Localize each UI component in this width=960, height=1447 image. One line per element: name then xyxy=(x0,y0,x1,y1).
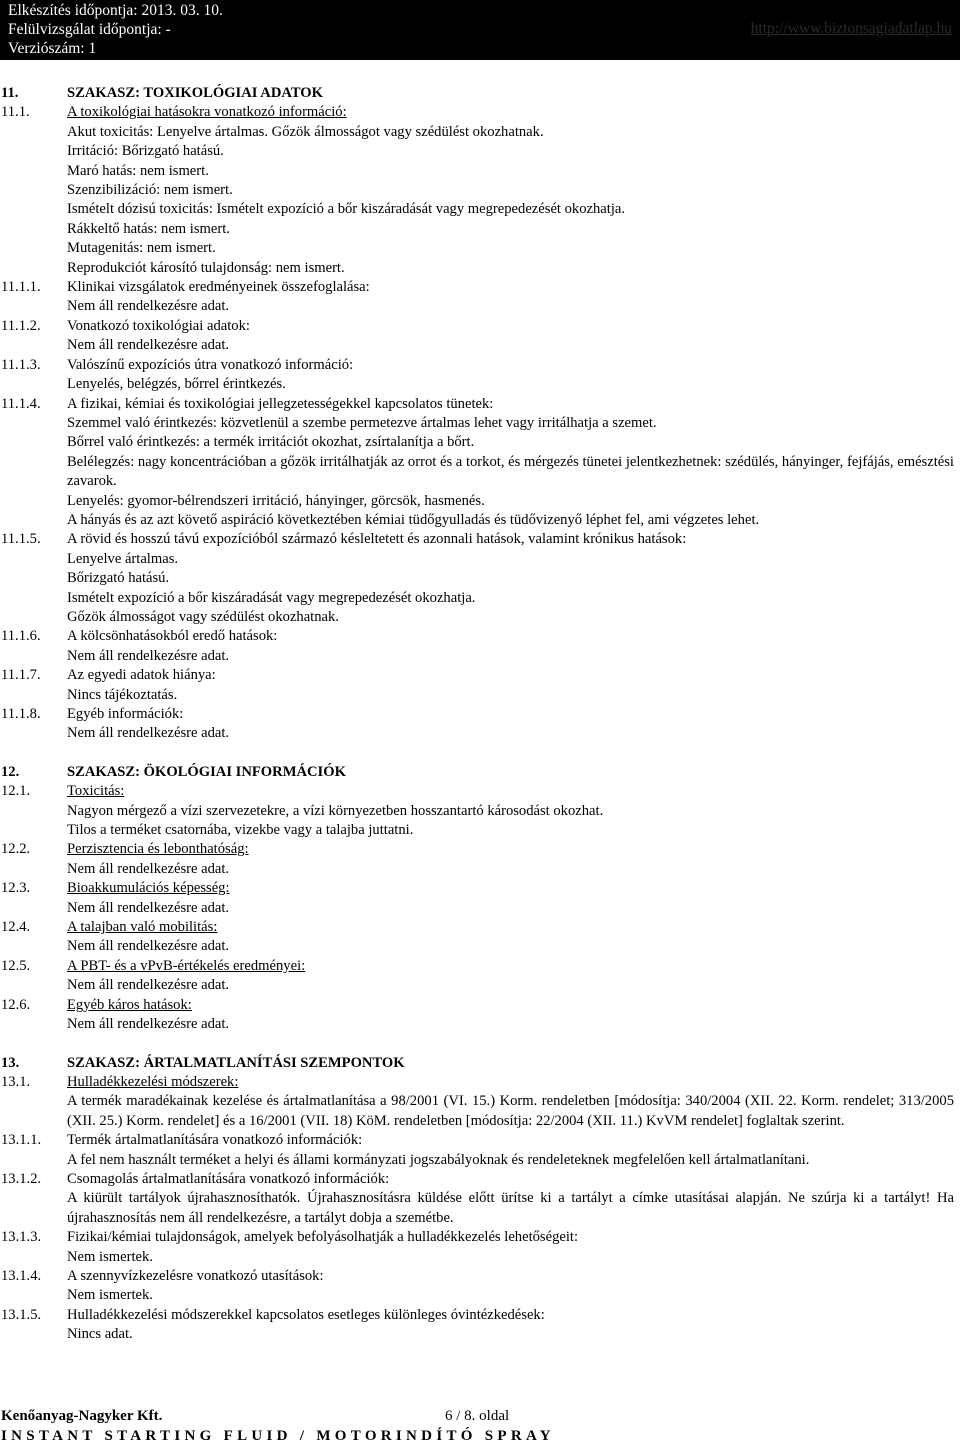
paragraph: A fel nem használt terméket a helyi és állami kormányzati jogszabályoknak és rendeleteknek megfelelően kell ártalmatlanítani. xyxy=(67,1151,810,1168)
list-item: Akut toxicitás: Lenyelve ártalmas. Gőzök álmosságot vagy szédülést okozhatnak. xyxy=(67,123,544,140)
creation-date: Elkészítés időpontja: 2013. 03. 10. xyxy=(8,2,223,19)
section-13-1-5: 13.1.5. Hulladékkezelési módszerekkel kapcsolatos esetleges különleges óvintézkedések: xyxy=(1,1306,545,1323)
list-item: Bőrizgató hatású. xyxy=(67,570,170,587)
list-item: Nem áll rendelkezésre adat. xyxy=(67,647,230,664)
paragraph: Nem ismertek. xyxy=(67,1287,153,1304)
list-item: Ismételt expozíció a bőr kiszáradását vagy megrepedezését okozhatja. xyxy=(67,589,476,606)
company-name: Kenőanyag-Nagyker Kft. xyxy=(1,1408,163,1424)
section-12-1: 12.1. Toxicitás: xyxy=(1,783,125,800)
list-item: Nem áll rendelkezésre adat. xyxy=(67,860,230,877)
section-12-5: 12.5. A PBT- és a vPvB-értékelés eredményei: xyxy=(1,957,306,974)
paragraph: A kiürült tartályok újrahasznosíthatók. Újrahasznosításra küldése előtt ürítse ki a tartályt a címke utasításai alapján. Ne szúrja ki a tartályt! Ha újrahasznosítás nem áll rendelkezésre, a tartályt dobja a szemétbe. xyxy=(67,1190,954,1226)
section-11-1-4: 11.1.4. A fizikai, kémiai és toxikológiai jellegzetességekkel kapcsolatos tünetek: xyxy=(1,395,494,412)
list-item: Lenyelve ártalmas. xyxy=(67,550,179,567)
list-item: Belélegzés: nagy koncentrációban a gőzök irritálhatják az orrot és a torkot, és mérgezés tünetei jelentkezhetnek: szédülés, hányinger, fejfájás, emésztési zavarok. xyxy=(67,453,954,490)
list-item: Gőzök álmosságot vagy szédülést okozhatnak. xyxy=(67,608,339,625)
section-11-1-8: 11.1.8. Egyéb információk: xyxy=(1,706,184,722)
list-item: Nem áll rendelkezésre adat. xyxy=(67,1016,230,1033)
page-header xyxy=(0,0,960,60)
section-13-1-4: 13.1.4. A szennyvízkezelésre vonatkozó utasítások: xyxy=(1,1267,324,1284)
section-12-6: 12.6. Egyéb káros hatások: xyxy=(1,996,192,1013)
section-11-1-7: 11.1.7. Az egyedi adatok hiánya: xyxy=(1,667,216,684)
section-12-4: 12.4. A talajban való mobilitás: xyxy=(1,919,218,936)
list-item: Mutagenitás: nem ismert. xyxy=(67,240,216,257)
section-11-1: 11.1. A toxikológiai hatásokra vonatkozó információ: xyxy=(1,104,347,121)
section-11-1-2: 11.1.2. Vonatkozó toxikológiai adatok: xyxy=(1,317,250,334)
section-13-1-2: 13.1.2. Csomagolás ártalmatlanítására vonatkozó információk: xyxy=(1,1170,390,1187)
list-item: Nem áll rendelkezésre adat. xyxy=(67,899,230,916)
section-13-1-1: 13.1.1. Termék ártalmatlanítására vonatkozó információk: xyxy=(1,1132,363,1149)
section-13-1-3: 13.1.3. Fizikai/kémiai tulajdonságok, amelyek befolyásolhatják a hulladékkezelés lehetőségeit: xyxy=(1,1229,579,1246)
section-12-2: 12.2. Perzisztencia és lebonthatóság: xyxy=(1,841,249,858)
list-item: Bőrrel való érintkezés: a termék irritációt okozhat, zsírtalanítja a bőrt. xyxy=(67,434,475,451)
page-number: 6 / 8. oldal xyxy=(445,1408,510,1424)
section-11-1-5: 11.1.5. A rövid és hosszú távú expozícióból származó késleltetett és azonnali hatások, valamint krónikus hatások: xyxy=(1,531,687,548)
section-11-1-6: 11.1.6. A kölcsönhatásokból eredő hatások: xyxy=(1,628,278,645)
revision-date: Felülvizsgálat időpontja: - xyxy=(8,21,171,38)
list-item: Irritáció: Bőrizgató hatású. xyxy=(67,143,224,160)
paragraph: Nincs adat. xyxy=(67,1326,133,1343)
section-13-1: 13.1. Hulladékkezelési módszerek: xyxy=(1,1073,239,1090)
version-number: Verziószám: 1 xyxy=(8,40,97,57)
list-item: Szemmel való érintkezés: közvetlenül a szembe permetezve ártalmas lehet vagy irritálhatja a szemet. xyxy=(67,414,657,431)
section-11-1-3: 11.1.3. Valószínű expozíciós útra vonatkozó információ: xyxy=(1,356,354,373)
section-11-heading: 11. SZAKASZ: TOXIKOLÓGIAI ADATOK xyxy=(1,85,324,101)
paragraph: A termék maradékainak kezelése és ártalmatlanítása a 98/2001 (VI. 15.) Korm. rendeletben [módosítja: 340/2004 (XII. 22. Korm. rendelet; 313/2005 (XII. 25.) Korm. rendelet] és a 16/2001 (VII. 18) KöM. rendeletben [módosítja: 22/2004 (XII. 11.) KvVM rendelet] foglaltak szerint. xyxy=(67,1093,954,1129)
list-item: Rákkeltő hatás: nem ismert. xyxy=(67,220,230,237)
list-item: Ismételt dózisú toxicitás: Ismételt expozíció a bőr kiszáradását vagy megrepedezését okozhatja. xyxy=(67,201,625,218)
list-item: Nem áll rendelkezésre adat. xyxy=(67,938,230,955)
list-item: Nem áll rendelkezésre adat. xyxy=(67,977,230,994)
list-item: Lenyelés: gyomor-bélrendszeri irritáció, hányinger, görcsök, hasmenés. xyxy=(67,492,485,509)
list-item: Lenyelés, belégzés, bőrrel érintkezés. xyxy=(67,376,286,393)
list-item: Nem áll rendelkezésre adat. xyxy=(67,337,230,354)
list-item: Szenzibilizáció: nem ismert. xyxy=(67,182,233,199)
list-item: Nem áll rendelkezésre adat. xyxy=(67,725,230,742)
section-11-1-1: 11.1.1. Klinikai vizsgálatok eredményeinek összefoglalása: xyxy=(1,279,370,296)
list-item: Reprodukciót károsító tulajdonság: nem ismert. xyxy=(67,259,345,276)
section-12-3: 12.3. Bioakkumulációs képesség: xyxy=(1,880,230,897)
list-item: Nincs tájékoztatás. xyxy=(67,686,178,703)
section-12-heading: 12. SZAKASZ: ÖKOLÓGIAI INFORMÁCIÓK xyxy=(1,763,346,780)
list-item: Maró hatás: nem ismert. xyxy=(67,162,209,179)
list-item: A hányás és az azt követő aspiráció következtében kémiai tüdőgyulladás és tüdővizenyő léphet fel, ami végzetes lehet. xyxy=(67,511,760,528)
section-13-heading: 13. SZAKASZ: ÁRTALMATLANÍTÁSI SZEMPONTOK xyxy=(1,1054,405,1071)
list-item: Nem áll rendelkezésre adat. xyxy=(67,298,230,315)
product-name: INSTANT STARTING FLUID / MOTORINDÍTÓ SPRAY xyxy=(1,1428,555,1444)
paragraph: Nem ismertek. xyxy=(67,1248,153,1265)
document-body xyxy=(0,84,960,1345)
website-link[interactable]: http://www.biztonsagiadatlap.hu xyxy=(750,20,952,37)
list-item: Nagyon mérgező a vízi szervezetekre, a vízi környezetben hosszantartó károsodást okozhat. xyxy=(67,802,604,819)
list-item: Tilos a terméket csatornába, vizekbe vagy a talajba juttatni. xyxy=(67,822,414,839)
